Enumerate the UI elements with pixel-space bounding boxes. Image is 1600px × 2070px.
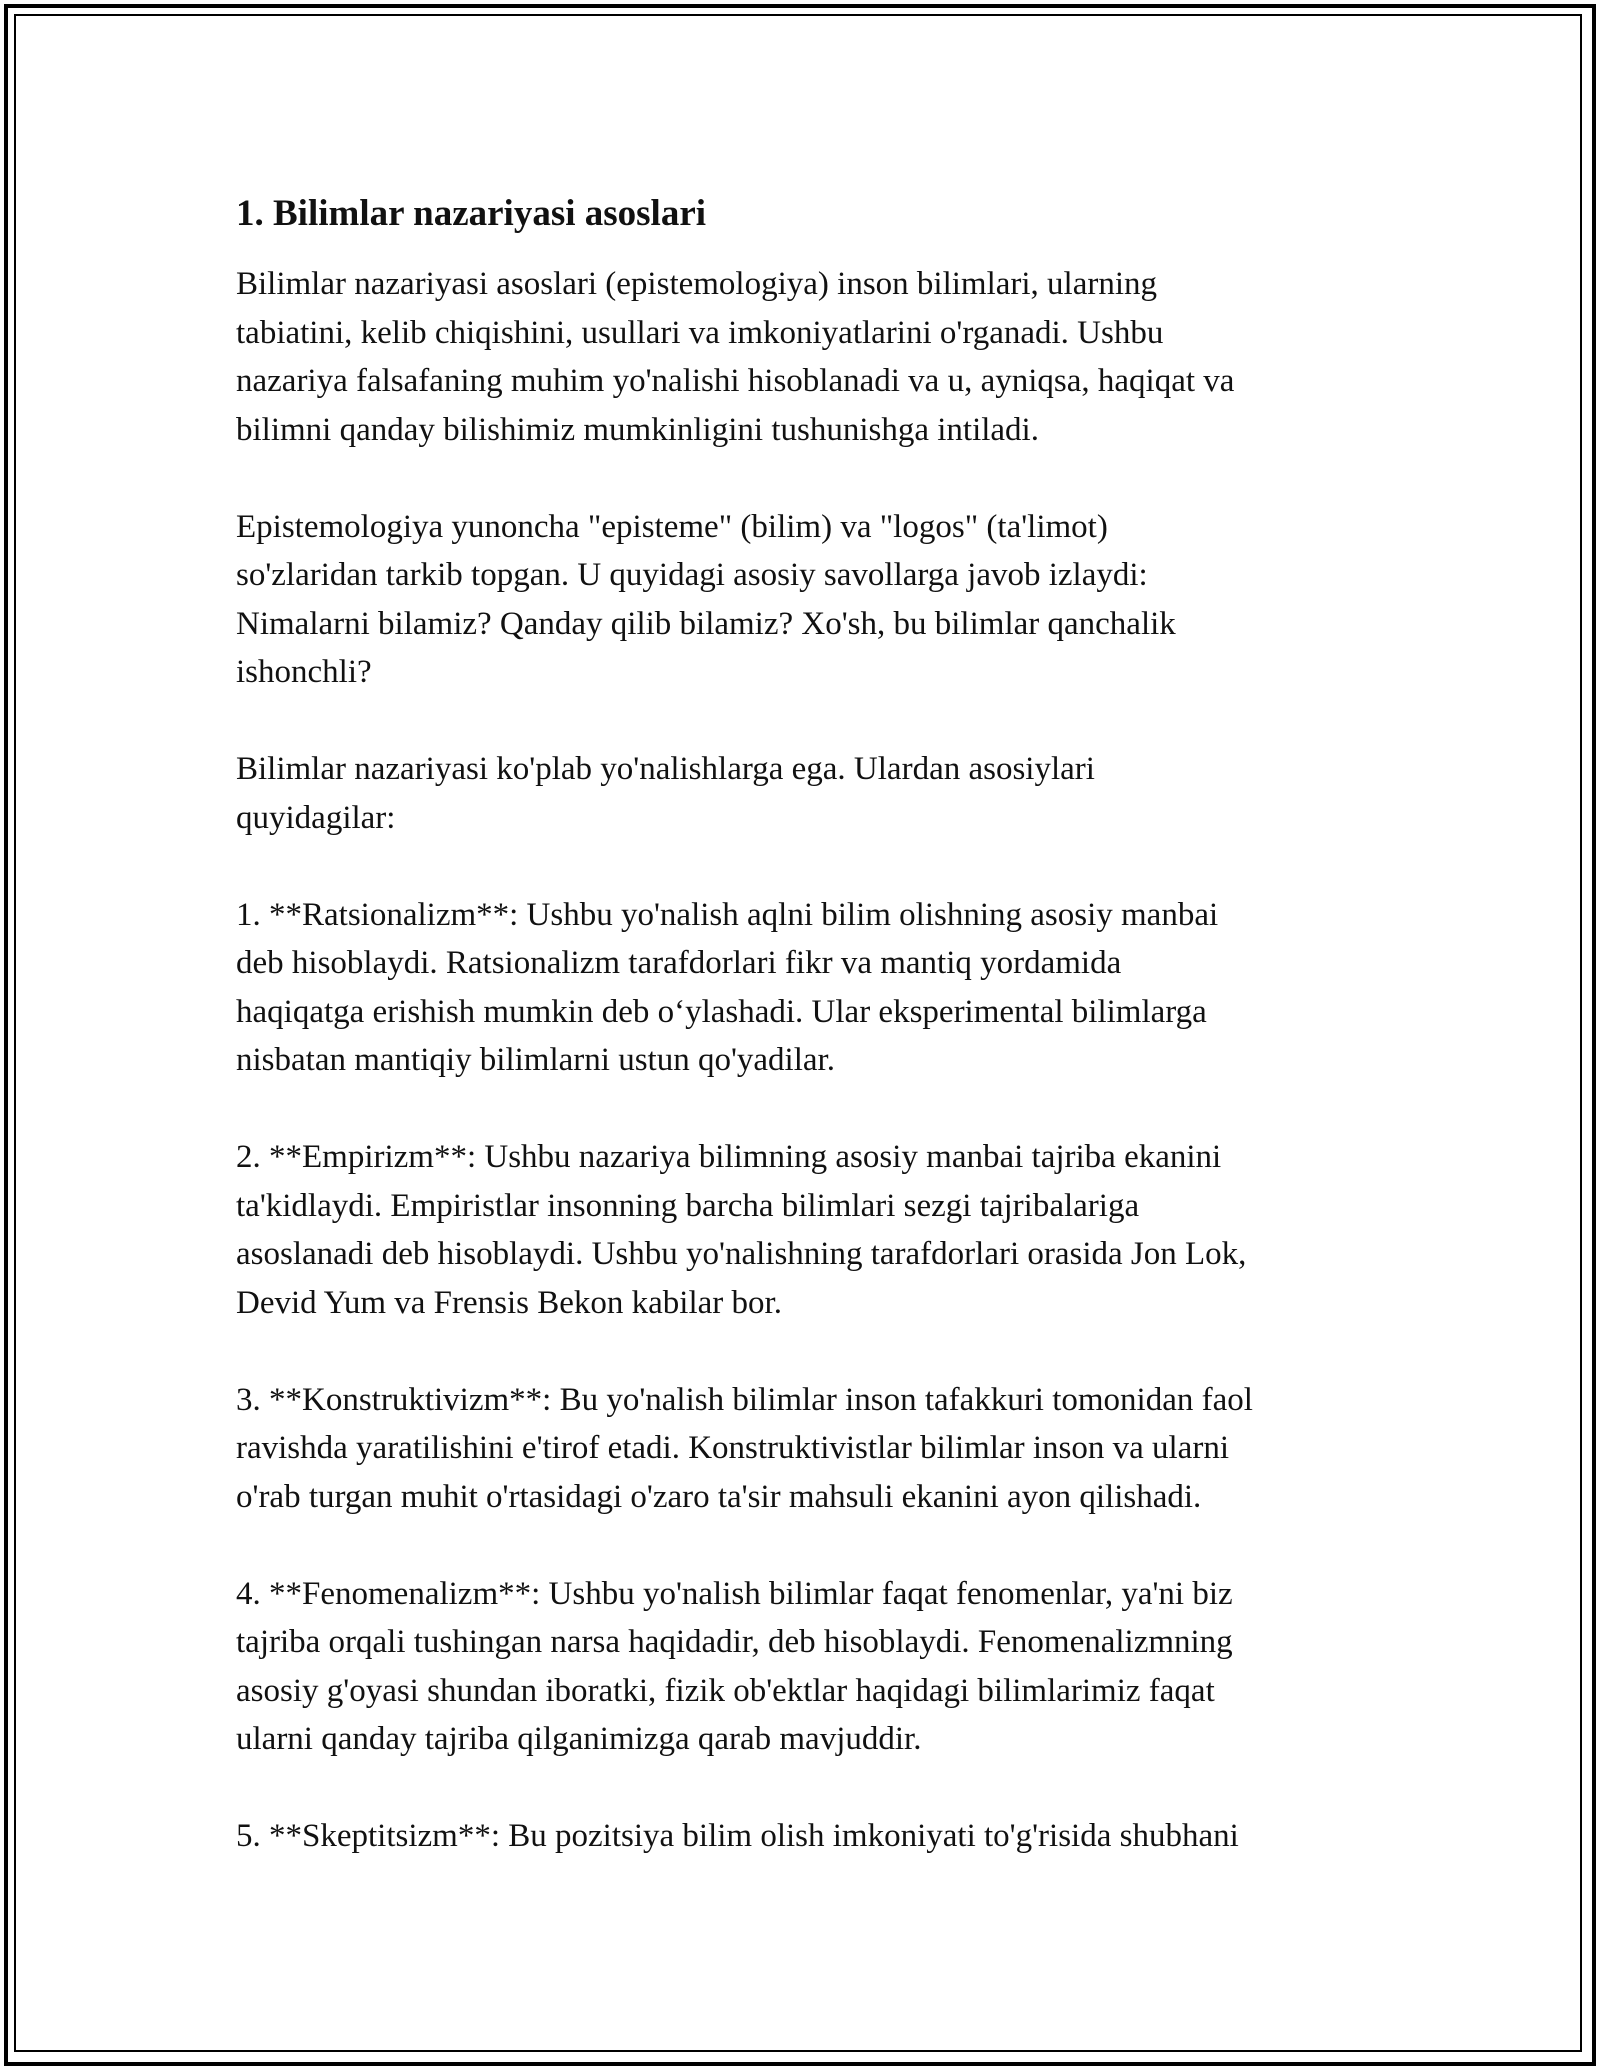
text-line: deb hisoblaydi. Ratsionalizm tarafdorlari fikr va mantiq yordamida (236, 945, 1122, 981)
text-line: Nimalarni bilamiz? Qanday qilib bilamiz? Xo'sh, bu bilimlar qanchalik (236, 605, 1176, 642)
paragraph (236, 891, 1386, 1085)
text-line: nisbatan mantiqiy bilimlarni ustun qo'yadilar. (236, 1042, 835, 1078)
text-line: bilimni qanday bilishimiz mumkinligini tushunishga intiladi. (236, 411, 1039, 448)
text-line: 4. **Fenomenalizm**: Ushbu yo'nalish bilimlar faqat fenomenlar, ya'ni biz (236, 1575, 1233, 1612)
document-body (236, 188, 1386, 1909)
paragraph (236, 745, 1386, 842)
text-line: ishonchli? (236, 654, 372, 690)
text-line: 2. **Empirizm**: Ushbu nazariya bilimning asosiy manbai tajriba ekanini (236, 1139, 1222, 1175)
paragraph (236, 260, 1386, 454)
text-line: 3. **Konstruktivizm**: Bu yo'nalish bilimlar inson tafakkuri tomonidan faol (236, 1381, 1253, 1418)
paragraph (236, 503, 1386, 697)
text-line: tajriba orqali tushingan narsa haqidadir, deb hisoblaydi. Fenomenalizmning (236, 1624, 1233, 1660)
text-line: Bilimlar nazariyasi ko'plab yo'nalishlarga ega. Ulardan asosiylari (236, 751, 1095, 787)
document-title: 1. Bilimlar nazariyasi asoslari (236, 193, 707, 234)
text-line: Bilimlar nazariyasi asoslari (epistemologiya) inson bilimlari, ularning (236, 266, 1158, 302)
text-line: 5. **Skeptitsizm**: Bu pozitsiya bilim olish imkoniyati to'g'risida shubhani (236, 1818, 1239, 1854)
paragraph-list (236, 260, 1386, 1861)
text-line: asoslanadi deb hisoblaydi. Ushbu yo'nalishning tarafdorlari orasida Jon Lok, (236, 1236, 1247, 1272)
text-line: Devid Yum va Frensis Bekon kabilar bor. (236, 1284, 782, 1321)
text-line: nazariya falsafaning muhim yo'nalishi hisoblanadi va u, ayniqsa, haqiqat va (236, 363, 1235, 399)
paragraph (236, 1133, 1386, 1327)
text-line: so'zlaridan tarkib topgan. U quyidagi asosiy savollarga javob izlaydi: (236, 557, 1148, 593)
text-line: tabiatini, kelib chiqishini, usullari va imkoniyatlarini o'rganadi. Ushbu (236, 314, 1164, 351)
text-line: haqiqatga erishish mumkin deb o‘ylashadi. Ular eksperimental bilimlarga (236, 993, 1207, 1030)
text-line: o'rab turgan muhit o'rtasidagi o'zaro ta'sir mahsuli ekanini ayon qilishadi. (236, 1478, 1202, 1515)
text-line: 1. **Ratsionalizm**: Ushbu yo'nalish aqlni bilim olishning asosiy manbai (236, 896, 1219, 933)
text-line: quyidagilar: (236, 799, 396, 836)
text-line: asosiy g'oyasi shundan iboratki, fizik ob'ektlar haqidagi bilimlarimiz faqat (236, 1672, 1215, 1709)
paragraph (236, 1812, 1386, 1861)
text-line: ravishda yaratilishini e'tirof etadi. Konstruktivistlar bilimlar inson va ularni (236, 1430, 1229, 1466)
text-line: Epistemologiya yunoncha "episteme" (bilim) va "logos" (ta'limot) (236, 508, 1108, 545)
paragraph (236, 1570, 1386, 1764)
text-line: ularni qanday tajriba qilganimizga qarab mavjuddir. (236, 1721, 922, 1757)
paragraph (236, 1376, 1386, 1522)
text-line: ta'kidlaydi. Empiristlar insonning barcha bilimlari sezgi tajribalariga (236, 1187, 1140, 1224)
